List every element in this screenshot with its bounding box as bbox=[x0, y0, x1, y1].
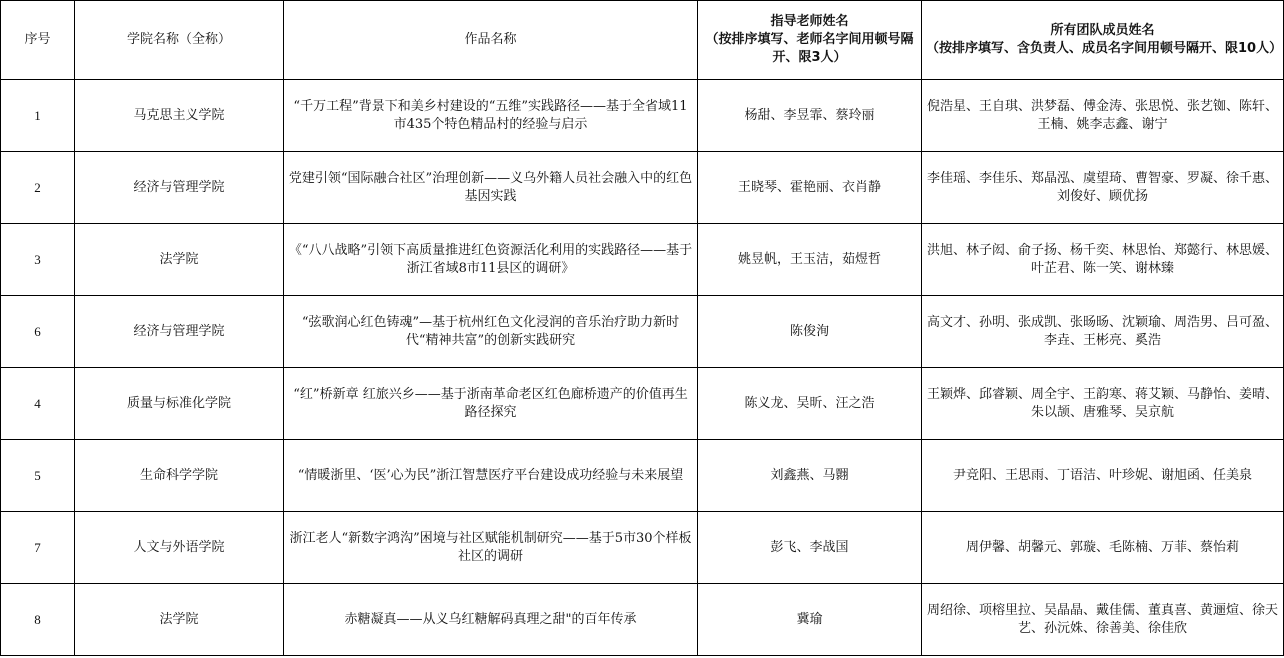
row-advisors: 王晓琴、霍艳丽、衣肖静 bbox=[698, 152, 922, 224]
row-work: “情暖浙里、‘医’心为民”浙江智慧医疗平台建设成功经验与未来展望 bbox=[284, 440, 698, 512]
header-advisor: 指导老师姓名 （按排序填写、老师名字间用顿号隔开、限3人） bbox=[698, 1, 922, 80]
table-row bbox=[1, 152, 1284, 224]
row-advisors: 彭飞、李战国 bbox=[698, 512, 922, 584]
row-members: 王颖烨、邱睿颖、周全宇、王韵寒、蒋艾颖、马静怡、姜晴、朱以颉、唐雅琴、吴京航 bbox=[922, 368, 1284, 440]
row-seq: 6 bbox=[1, 296, 75, 368]
header-members: 所有团队成员姓名 （按排序填写、含负责人、成员名字间用顿号隔开、限10人） bbox=[922, 1, 1284, 80]
row-college: 法学院 bbox=[75, 224, 284, 296]
table-row bbox=[1, 512, 1284, 584]
row-advisors: 刘鑫燕、马翾 bbox=[698, 440, 922, 512]
row-seq: 2 bbox=[1, 152, 75, 224]
row-work: “弦歌润心红色铸魂”—基于杭州红色文化浸润的音乐治疗助力新时代“精神共富”的创新实践研究 bbox=[284, 296, 698, 368]
row-members: 李佳瑶、李佳乐、郑晶泓、虞望琦、曹智豪、罗凝、徐千惠、刘俊好、顾优扬 bbox=[922, 152, 1284, 224]
row-work: 赤糖凝真——从义乌红糖解码真理之甜"的百年传承 bbox=[284, 584, 698, 656]
table-row bbox=[1, 224, 1284, 296]
row-advisors: 陈义龙、吴昕、汪之浩 bbox=[698, 368, 922, 440]
row-seq: 1 bbox=[1, 80, 75, 152]
row-seq: 7 bbox=[1, 512, 75, 584]
header-row bbox=[1, 1, 1284, 80]
row-advisors: 陈俊洵 bbox=[698, 296, 922, 368]
row-college: 经济与管理学院 bbox=[75, 296, 284, 368]
row-members: 高文才、孙明、张成凯、张旸旸、沈颖瑜、周浩男、吕可盈、李垚、王彬亮、奚浩 bbox=[922, 296, 1284, 368]
row-advisors: 冀瑜 bbox=[698, 584, 922, 656]
row-college: 质量与标准化学院 bbox=[75, 368, 284, 440]
row-advisors: 杨甜、李昱霏、蔡玲丽 bbox=[698, 80, 922, 152]
row-members: 洪旭、林子闳、俞子扬、杨千奕、林思怡、郑懿行、林思媛、叶芷君、陈一笑、谢林臻 bbox=[922, 224, 1284, 296]
table-row bbox=[1, 440, 1284, 512]
header-work: 作品名称 bbox=[284, 1, 698, 80]
row-college: 人文与外语学院 bbox=[75, 512, 284, 584]
row-work: “千万工程”背景下和美乡村建设的“五维”实践路径——基于全省域11市435个特色精品村的经验与启示 bbox=[284, 80, 698, 152]
header-college: 学院名称（全称） bbox=[75, 1, 284, 80]
row-college: 马克思主义学院 bbox=[75, 80, 284, 152]
row-college: 经济与管理学院 bbox=[75, 152, 284, 224]
table-row bbox=[1, 368, 1284, 440]
row-seq: 4 bbox=[1, 368, 75, 440]
row-work: “红”桥新章 红旅兴乡——基于浙南革命老区红色廊桥遗产的价值再生路径探究 bbox=[284, 368, 698, 440]
row-work: 党建引领“国际融合社区”治理创新——义乌外籍人员社会融入中的红色基因实践 bbox=[284, 152, 698, 224]
row-members: 周伊馨、胡馨元、郭璇、毛陈楠、万菲、蔡怡莉 bbox=[922, 512, 1284, 584]
header-seq: 序号 bbox=[1, 1, 75, 80]
row-work: 《“八八战略”引领下高质量推进红色资源活化利用的实践路径——基于浙江省域8市11县区的调研》 bbox=[284, 224, 698, 296]
row-advisors: 姚昱帆，王玉洁，茹煜哲 bbox=[698, 224, 922, 296]
table-row bbox=[1, 296, 1284, 368]
row-seq: 5 bbox=[1, 440, 75, 512]
row-members: 周绍徐、项榕里拉、吴晶晶、戴佳儒、董真喜、黄逦煊、徐天艺、孙沅姝、徐善美、徐佳欣 bbox=[922, 584, 1284, 656]
row-college: 法学院 bbox=[75, 584, 284, 656]
row-college: 生命科学学院 bbox=[75, 440, 284, 512]
row-seq: 3 bbox=[1, 224, 75, 296]
row-members: 尹竞阳、王思雨、丁语洁、叶珍妮、谢旭函、任美泉 bbox=[922, 440, 1284, 512]
table-row bbox=[1, 80, 1284, 152]
row-work: 浙江老人“新数字鸿沟”困境与社区赋能机制研究——基于5市30个样板社区的调研 bbox=[284, 512, 698, 584]
row-seq: 8 bbox=[1, 584, 75, 656]
row-members: 倪浩星、王自琪、洪梦磊、傅金涛、张思悦、张艺铷、陈轩、王楠、姚李志鑫、谢宁 bbox=[922, 80, 1284, 152]
table-row bbox=[1, 584, 1284, 656]
